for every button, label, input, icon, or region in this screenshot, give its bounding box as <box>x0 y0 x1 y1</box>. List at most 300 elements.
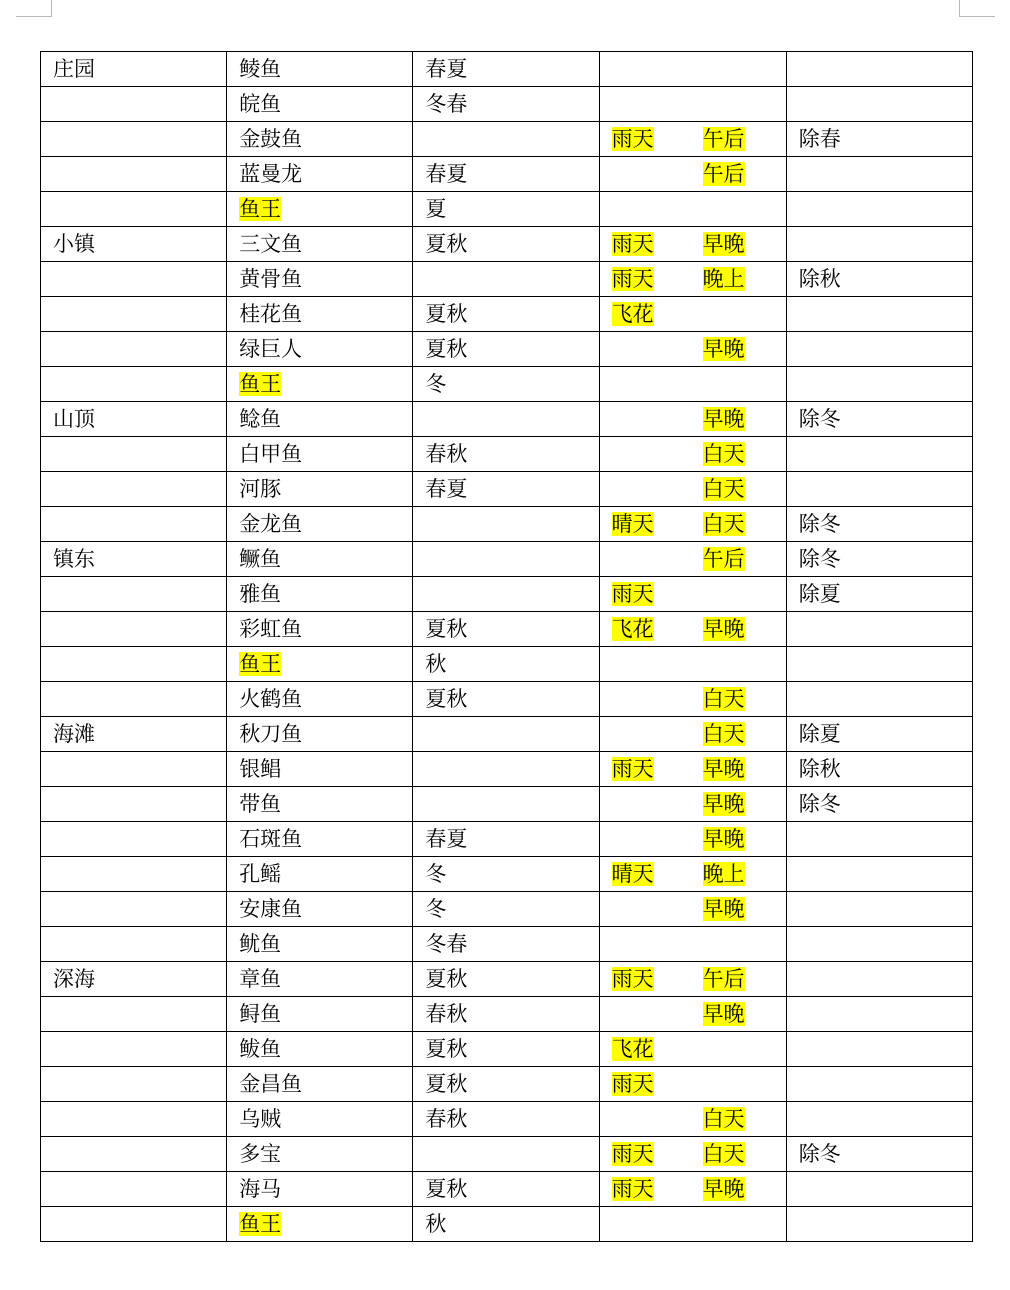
season-label: 春秋 <box>425 1107 468 1131</box>
time-label: 白天 <box>702 442 745 466</box>
note-cell[interactable] <box>786 997 972 1032</box>
fish-cell[interactable] <box>227 647 413 682</box>
table-row <box>41 157 973 192</box>
note-cell[interactable] <box>786 332 972 367</box>
season-label: 夏秋 <box>425 337 468 361</box>
fish-cell[interactable] <box>227 542 413 577</box>
note-cell[interactable] <box>786 647 972 682</box>
weather-label: 雨天 <box>611 127 654 151</box>
condition-cell[interactable] <box>599 822 786 857</box>
note-cell[interactable] <box>786 87 972 122</box>
fish-name: 三文鱼 <box>239 232 303 256</box>
fish-cell[interactable] <box>227 332 413 367</box>
note-cell[interactable] <box>786 52 972 87</box>
season-cell[interactable] <box>413 437 599 472</box>
fish-cell[interactable] <box>227 787 413 822</box>
table-row <box>41 472 973 507</box>
location-cell[interactable] <box>41 1067 227 1102</box>
time-label: 午后 <box>702 547 745 571</box>
condition-cell[interactable] <box>599 227 786 262</box>
condition-cell[interactable] <box>599 927 786 962</box>
note-cell[interactable] <box>786 927 972 962</box>
note-cell[interactable] <box>786 752 972 787</box>
note-cell[interactable] <box>786 437 972 472</box>
table-row <box>41 507 973 542</box>
season-cell[interactable] <box>413 332 599 367</box>
time-label: 午后 <box>702 162 745 186</box>
fish-cell[interactable] <box>227 1137 413 1172</box>
note-cell[interactable] <box>786 1067 972 1102</box>
season-cell[interactable] <box>413 962 599 997</box>
season-cell[interactable] <box>413 997 599 1032</box>
weather-slot <box>612 302 703 326</box>
season-cell[interactable] <box>413 752 599 787</box>
weather-slot <box>612 1037 703 1061</box>
fish-cell[interactable] <box>227 1032 413 1067</box>
condition-cell[interactable] <box>599 122 786 157</box>
season-cell[interactable] <box>413 822 599 857</box>
location-cell[interactable] <box>41 472 227 507</box>
fish-cell[interactable] <box>227 997 413 1032</box>
note-label: 除冬 <box>798 1142 841 1166</box>
location-cell[interactable] <box>41 1137 227 1172</box>
fish-name: 鱿鱼 <box>239 932 282 956</box>
condition-cell[interactable] <box>599 472 786 507</box>
table-row <box>41 717 973 752</box>
note-cell[interactable] <box>786 1172 972 1207</box>
condition-cell[interactable] <box>599 787 786 822</box>
season-label: 冬春 <box>425 92 468 116</box>
note-cell[interactable] <box>786 297 972 332</box>
season-cell[interactable] <box>413 647 599 682</box>
time-label: 白天 <box>702 687 745 711</box>
location-cell[interactable] <box>41 787 227 822</box>
location-cell[interactable] <box>41 892 227 927</box>
table-row <box>41 962 973 997</box>
time-label: 早晚 <box>702 827 745 851</box>
note-cell[interactable] <box>786 122 972 157</box>
condition-cell[interactable] <box>599 157 786 192</box>
season-cell[interactable] <box>413 367 599 402</box>
weather-label: 雨天 <box>611 967 654 991</box>
weather-label: 飞花 <box>611 302 654 326</box>
fish-name: 黄骨鱼 <box>239 267 303 291</box>
fish-table-body <box>41 52 973 1242</box>
season-label: 夏秋 <box>425 1072 468 1096</box>
condition-cell[interactable] <box>599 52 786 87</box>
condition-cell[interactable] <box>599 1172 786 1207</box>
table-row <box>41 437 973 472</box>
location-label: 山顶 <box>53 407 95 431</box>
fish-cell[interactable] <box>227 262 413 297</box>
location-cell[interactable] <box>41 647 227 682</box>
table-row <box>41 997 973 1032</box>
season-cell[interactable] <box>413 297 599 332</box>
weather-slot <box>612 757 703 781</box>
condition-cell[interactable] <box>599 717 786 752</box>
fish-cell[interactable] <box>227 122 413 157</box>
season-label: 冬春 <box>425 932 468 956</box>
time-label: 早晚 <box>702 232 745 256</box>
location-cell[interactable] <box>41 507 227 542</box>
note-cell[interactable] <box>786 1137 972 1172</box>
season-label: 夏秋 <box>425 302 468 326</box>
location-cell[interactable] <box>41 122 227 157</box>
note-cell[interactable] <box>786 822 972 857</box>
weather-slot <box>612 862 703 886</box>
fish-cell[interactable] <box>227 1067 413 1102</box>
season-label: 夏秋 <box>425 1177 468 1201</box>
fish-cell[interactable] <box>227 297 413 332</box>
fish-name: 鲮鱼 <box>239 57 282 81</box>
location-label: 小镇 <box>53 232 95 256</box>
location-cell[interactable] <box>41 437 227 472</box>
note-cell[interactable] <box>786 367 972 402</box>
fish-cell[interactable] <box>227 822 413 857</box>
note-cell[interactable] <box>786 717 972 752</box>
location-cell[interactable] <box>41 1207 227 1242</box>
fish-cell[interactable] <box>227 927 413 962</box>
fish-name: 银鲳 <box>239 757 282 781</box>
fish-name: 彩虹鱼 <box>239 617 303 641</box>
condition-cell[interactable] <box>599 402 786 437</box>
note-cell[interactable] <box>786 507 972 542</box>
fish-cell[interactable] <box>227 1207 413 1242</box>
page-corner-mark-left <box>16 0 52 17</box>
note-cell[interactable] <box>786 542 972 577</box>
location-cell[interactable] <box>41 717 227 752</box>
table-row <box>41 227 973 262</box>
location-cell[interactable] <box>41 857 227 892</box>
season-cell[interactable] <box>413 1137 599 1172</box>
location-cell[interactable] <box>41 52 227 87</box>
season-label: 夏秋 <box>425 617 468 641</box>
note-cell[interactable] <box>786 787 972 822</box>
fish-name: 鲟鱼 <box>239 1002 282 1026</box>
fish-name: 鱼王 <box>239 197 282 221</box>
note-cell[interactable] <box>786 262 972 297</box>
season-label: 春夏 <box>425 827 468 851</box>
time-label: 早晚 <box>702 337 745 361</box>
time-label: 晚上 <box>702 862 745 886</box>
time-label: 早晚 <box>702 1177 745 1201</box>
condition-cell[interactable] <box>599 262 786 297</box>
table-row <box>41 1032 973 1067</box>
location-cell[interactable] <box>41 157 227 192</box>
condition-cell[interactable] <box>599 962 786 997</box>
location-cell[interactable] <box>41 87 227 122</box>
location-cell[interactable] <box>41 822 227 857</box>
fish-cell[interactable] <box>227 612 413 647</box>
fish-name: 带鱼 <box>239 792 282 816</box>
season-label: 冬 <box>425 372 447 396</box>
note-label: 除夏 <box>798 582 841 606</box>
season-cell[interactable] <box>413 122 599 157</box>
condition-cell[interactable] <box>599 332 786 367</box>
season-cell[interactable] <box>413 892 599 927</box>
location-cell[interactable] <box>41 332 227 367</box>
fish-cell[interactable] <box>227 192 413 227</box>
condition-cell[interactable] <box>599 367 786 402</box>
season-cell[interactable] <box>413 402 599 437</box>
condition-cell[interactable] <box>599 612 786 647</box>
note-cell[interactable] <box>786 612 972 647</box>
time-label: 白天 <box>702 512 745 536</box>
season-label: 冬 <box>425 862 447 886</box>
fish-cell[interactable] <box>227 1102 413 1137</box>
season-cell[interactable] <box>413 612 599 647</box>
fish-name: 桂花鱼 <box>239 302 303 326</box>
fish-name: 章鱼 <box>239 967 282 991</box>
table-row <box>41 1137 973 1172</box>
location-cell[interactable] <box>41 612 227 647</box>
season-cell[interactable] <box>413 1207 599 1242</box>
fish-cell[interactable] <box>227 962 413 997</box>
season-cell[interactable] <box>413 1067 599 1102</box>
table-row <box>41 577 973 612</box>
location-label: 镇东 <box>53 547 95 571</box>
note-label: 除冬 <box>798 512 841 536</box>
fish-cell[interactable] <box>227 1172 413 1207</box>
season-cell[interactable] <box>413 227 599 262</box>
fish-cell[interactable] <box>227 892 413 927</box>
note-cell[interactable] <box>786 1032 972 1067</box>
note-label: 除秋 <box>798 757 841 781</box>
table-row <box>41 1172 973 1207</box>
condition-cell[interactable] <box>599 192 786 227</box>
location-cell[interactable] <box>41 577 227 612</box>
season-label: 夏秋 <box>425 687 468 711</box>
location-label: 海滩 <box>53 722 95 746</box>
weather-label: 雨天 <box>611 232 654 256</box>
table-row <box>41 87 973 122</box>
note-cell[interactable] <box>786 1207 972 1242</box>
condition-cell[interactable] <box>599 892 786 927</box>
season-cell[interactable] <box>413 577 599 612</box>
season-cell[interactable] <box>413 192 599 227</box>
location-cell[interactable] <box>41 752 227 787</box>
note-cell[interactable] <box>786 157 972 192</box>
fish-cell[interactable] <box>227 577 413 612</box>
location-cell[interactable] <box>41 997 227 1032</box>
note-cell[interactable] <box>786 402 972 437</box>
table-row <box>41 682 973 717</box>
table-row <box>41 647 973 682</box>
time-label: 早晚 <box>702 897 745 921</box>
table-row <box>41 787 973 822</box>
time-label: 早晚 <box>702 1002 745 1026</box>
time-label: 白天 <box>702 1107 745 1131</box>
season-label: 夏秋 <box>425 1037 468 1061</box>
location-cell[interactable] <box>41 1172 227 1207</box>
season-cell[interactable] <box>413 682 599 717</box>
time-label: 白天 <box>702 477 745 501</box>
note-label: 除春 <box>798 127 841 151</box>
condition-cell[interactable] <box>599 1067 786 1102</box>
condition-cell[interactable] <box>599 752 786 787</box>
fish-name: 鱼王 <box>239 372 282 396</box>
condition-cell[interactable] <box>599 857 786 892</box>
note-cell[interactable] <box>786 892 972 927</box>
weather-label: 雨天 <box>611 582 654 606</box>
season-cell[interactable] <box>413 262 599 297</box>
location-cell[interactable] <box>41 1032 227 1067</box>
season-label: 夏 <box>425 197 447 221</box>
season-cell[interactable] <box>413 87 599 122</box>
condition-cell[interactable] <box>599 1032 786 1067</box>
fish-cell[interactable] <box>227 87 413 122</box>
table-row <box>41 367 973 402</box>
weather-slot <box>612 1072 703 1096</box>
season-cell[interactable] <box>413 717 599 752</box>
fish-cell[interactable] <box>227 437 413 472</box>
fish-cell[interactable] <box>227 752 413 787</box>
fish-cell[interactable] <box>227 472 413 507</box>
season-cell[interactable] <box>413 542 599 577</box>
condition-cell[interactable] <box>599 682 786 717</box>
season-label: 春夏 <box>425 477 468 501</box>
condition-cell[interactable] <box>599 297 786 332</box>
location-cell[interactable] <box>41 402 227 437</box>
fish-name: 秋刀鱼 <box>239 722 303 746</box>
season-cell[interactable] <box>413 1172 599 1207</box>
condition-cell[interactable] <box>599 437 786 472</box>
weather-slot <box>612 1142 703 1166</box>
season-cell[interactable] <box>413 157 599 192</box>
weather-label: 雨天 <box>611 1142 654 1166</box>
weather-label: 晴天 <box>611 862 654 886</box>
condition-cell[interactable] <box>599 647 786 682</box>
weather-slot <box>612 582 703 606</box>
season-cell[interactable] <box>413 472 599 507</box>
season-label: 春秋 <box>425 442 468 466</box>
fish-name: 鲶鱼 <box>239 407 282 431</box>
note-label: 除冬 <box>798 792 841 816</box>
season-cell[interactable] <box>413 927 599 962</box>
season-cell[interactable] <box>413 52 599 87</box>
location-cell[interactable] <box>41 682 227 717</box>
fish-name: 海马 <box>239 1177 282 1201</box>
note-label: 除冬 <box>798 407 841 431</box>
weather-label: 飞花 <box>611 1037 654 1061</box>
note-cell[interactable] <box>786 962 972 997</box>
fish-cell[interactable] <box>227 157 413 192</box>
location-cell[interactable] <box>41 262 227 297</box>
fish-name: 白甲鱼 <box>239 442 303 466</box>
fish-name: 河豚 <box>239 477 282 501</box>
note-cell[interactable] <box>786 227 972 262</box>
note-cell[interactable] <box>786 857 972 892</box>
season-cell[interactable] <box>413 1102 599 1137</box>
location-cell[interactable] <box>41 1102 227 1137</box>
table-row <box>41 612 973 647</box>
season-label: 秋 <box>425 1212 447 1236</box>
fish-cell[interactable] <box>227 682 413 717</box>
time-label: 早晚 <box>702 792 745 816</box>
weather-label: 雨天 <box>611 1177 654 1201</box>
condition-cell[interactable] <box>599 542 786 577</box>
season-cell[interactable] <box>413 787 599 822</box>
weather-slot <box>612 127 703 151</box>
location-cell[interactable] <box>41 367 227 402</box>
location-cell[interactable] <box>41 297 227 332</box>
fish-cell[interactable] <box>227 507 413 542</box>
note-label: 除秋 <box>798 267 841 291</box>
note-label: 除夏 <box>798 722 841 746</box>
season-label: 秋 <box>425 652 447 676</box>
season-label: 春夏 <box>425 162 468 186</box>
location-cell[interactable] <box>41 542 227 577</box>
table-row <box>41 262 973 297</box>
fish-name: 乌贼 <box>239 1107 282 1131</box>
weather-label: 晴天 <box>611 512 654 536</box>
weather-slot <box>612 617 703 641</box>
location-cell[interactable] <box>41 962 227 997</box>
fish-name: 金昌鱼 <box>239 1072 303 1096</box>
note-cell[interactable] <box>786 192 972 227</box>
fish-name: 鲅鱼 <box>239 1037 282 1061</box>
fish-cell[interactable] <box>227 227 413 262</box>
fish-name: 鱼王 <box>239 1212 282 1236</box>
season-label: 冬 <box>425 897 447 921</box>
time-label: 早晚 <box>702 617 745 641</box>
weather-slot <box>612 512 703 536</box>
weather-label: 雨天 <box>611 267 654 291</box>
time-label: 早晚 <box>702 407 745 431</box>
fish-name: 孔鳐 <box>239 862 282 886</box>
note-cell[interactable] <box>786 472 972 507</box>
location-cell[interactable] <box>41 192 227 227</box>
table-row <box>41 1067 973 1102</box>
condition-cell[interactable] <box>599 997 786 1032</box>
season-cell[interactable] <box>413 507 599 542</box>
fish-cell[interactable] <box>227 52 413 87</box>
weather-slot <box>612 1177 703 1201</box>
time-label: 午后 <box>702 127 745 151</box>
condition-cell[interactable] <box>599 507 786 542</box>
table-row <box>41 1207 973 1242</box>
note-cell[interactable] <box>786 577 972 612</box>
season-cell[interactable] <box>413 857 599 892</box>
fish-table <box>40 51 973 1242</box>
table-row <box>41 927 973 962</box>
table-row <box>41 752 973 787</box>
condition-cell[interactable] <box>599 1207 786 1242</box>
condition-cell[interactable] <box>599 1137 786 1172</box>
fish-cell[interactable] <box>227 717 413 752</box>
season-cell[interactable] <box>413 1032 599 1067</box>
fish-name: 鳜鱼 <box>239 547 282 571</box>
location-cell[interactable] <box>41 227 227 262</box>
page-corner-mark-right <box>959 0 995 17</box>
time-label: 早晚 <box>702 757 745 781</box>
time-label: 白天 <box>702 722 745 746</box>
condition-cell[interactable] <box>599 1102 786 1137</box>
note-cell[interactable] <box>786 1102 972 1137</box>
time-label: 白天 <box>702 1142 745 1166</box>
fish-cell[interactable] <box>227 367 413 402</box>
table-row <box>41 297 973 332</box>
location-cell[interactable] <box>41 927 227 962</box>
fish-name: 安康鱼 <box>239 897 303 921</box>
fish-name: 火鹤鱼 <box>239 687 303 711</box>
condition-cell[interactable] <box>599 577 786 612</box>
condition-cell[interactable] <box>599 87 786 122</box>
fish-cell[interactable] <box>227 402 413 437</box>
fish-cell[interactable] <box>227 857 413 892</box>
note-cell[interactable] <box>786 682 972 717</box>
weather-slot <box>612 267 703 291</box>
